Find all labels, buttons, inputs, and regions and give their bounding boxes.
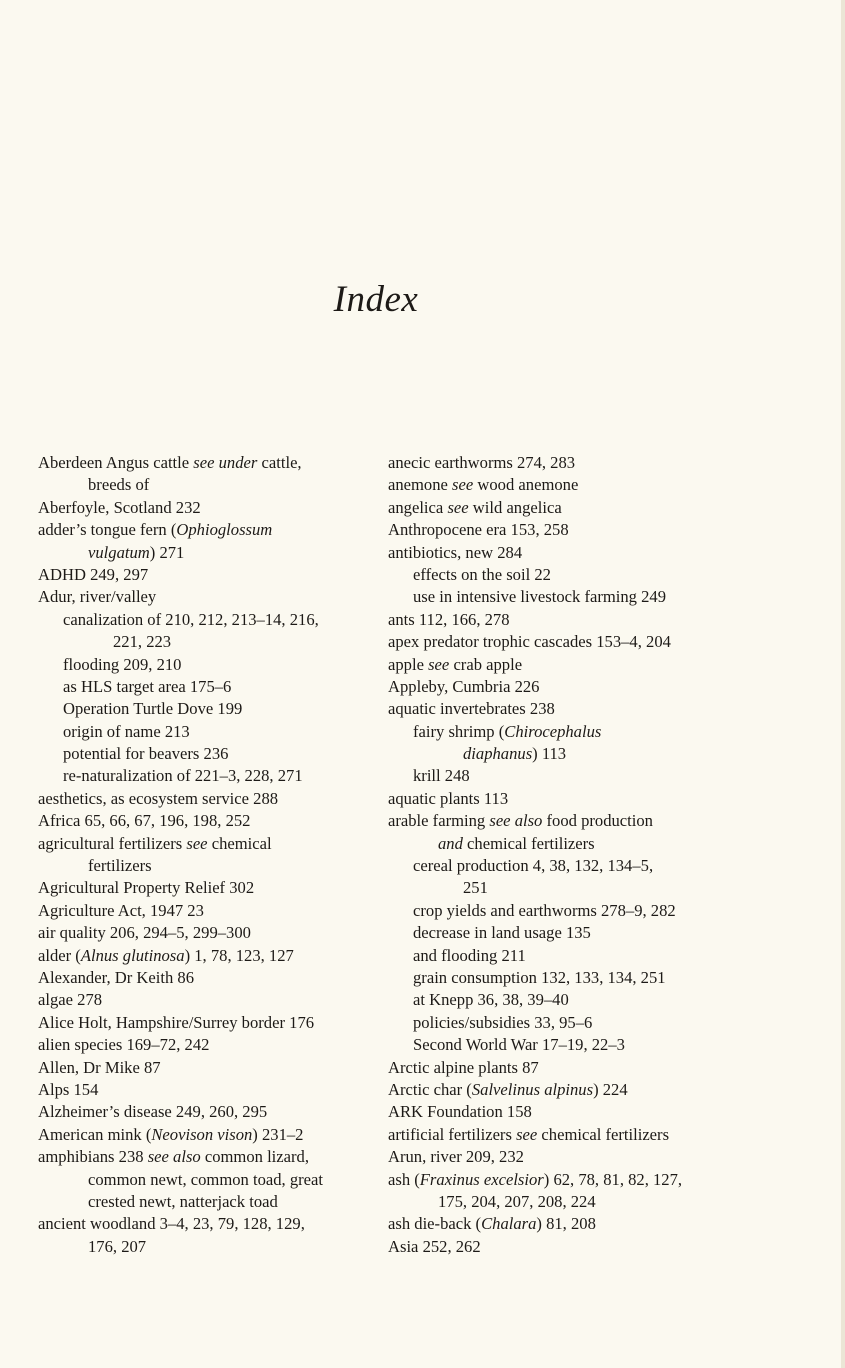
index-line bbox=[38, 765, 374, 787]
index-text: cereal production 4, 38, 132, 134–5, bbox=[413, 856, 654, 876]
index-text: ) 1, 78, 123, 127 bbox=[184, 945, 294, 965]
index-text: artificial fertilizers bbox=[388, 1124, 517, 1144]
index-line bbox=[38, 1169, 374, 1191]
index-line bbox=[38, 542, 374, 564]
index-line bbox=[388, 1124, 718, 1146]
index-line bbox=[388, 1146, 718, 1168]
index-line bbox=[388, 1057, 718, 1079]
index-text: American mink ( bbox=[38, 1124, 152, 1144]
index-line bbox=[388, 609, 718, 631]
index-text: adder’s tongue fern ( bbox=[38, 520, 177, 540]
index-line bbox=[388, 1191, 718, 1213]
index-line bbox=[388, 788, 718, 810]
index-line bbox=[38, 810, 374, 832]
index-text: Ophioglossum bbox=[176, 520, 273, 540]
index-line bbox=[38, 519, 374, 541]
index-line bbox=[38, 922, 374, 944]
index-text: flooding 209, 210 bbox=[63, 654, 182, 674]
index-line bbox=[388, 1079, 718, 1101]
index-line bbox=[388, 654, 718, 676]
index-text: krill 248 bbox=[413, 766, 470, 786]
index-text: apex predator trophic cascades 153–4, 204 bbox=[388, 632, 671, 652]
index-line bbox=[38, 609, 374, 631]
index-text: as HLS target area 175–6 bbox=[63, 676, 232, 696]
index-text: Aberfoyle, Scotland 232 bbox=[38, 497, 201, 517]
index-text: potential for beavers 236 bbox=[63, 744, 229, 764]
index-text: policies/subsidies 33, 95–6 bbox=[413, 1012, 593, 1032]
index-text: and bbox=[438, 833, 463, 853]
index-line bbox=[38, 721, 374, 743]
index-text: chemical bbox=[207, 833, 272, 853]
index-text: diaphanus bbox=[463, 744, 533, 764]
index-text: amphibians 238 bbox=[38, 1147, 148, 1167]
index-line bbox=[38, 497, 374, 519]
index-line bbox=[38, 1079, 374, 1101]
index-text: Allen, Dr Mike 87 bbox=[38, 1057, 161, 1077]
index-text: Agricultural Property Relief 302 bbox=[38, 878, 255, 898]
index-line bbox=[38, 452, 374, 474]
index-text: Agriculture Act, 1947 23 bbox=[38, 900, 204, 920]
index-text: angelica bbox=[388, 497, 448, 517]
index-text: and flooding 211 bbox=[413, 945, 526, 965]
index-text: 176, 207 bbox=[88, 1236, 147, 1256]
index-line bbox=[388, 855, 718, 877]
index-line bbox=[38, 586, 374, 608]
index-column-right bbox=[388, 452, 718, 1258]
index-text: at Knepp 36, 38, 39–40 bbox=[413, 990, 569, 1010]
index-text: ARK Foundation 158 bbox=[388, 1102, 532, 1122]
index-text: crested newt, natterjack toad bbox=[88, 1191, 278, 1211]
index-text: Fraxinus excelsior bbox=[419, 1169, 544, 1189]
index-text: see bbox=[447, 497, 469, 517]
index-text: Alps 154 bbox=[38, 1079, 99, 1099]
index-line bbox=[38, 1057, 374, 1079]
index-text: decrease in land usage 135 bbox=[413, 923, 591, 943]
index-line bbox=[38, 676, 374, 698]
index-line bbox=[38, 1034, 374, 1056]
index-line bbox=[388, 900, 718, 922]
index-text: Asia 252, 262 bbox=[388, 1236, 481, 1256]
index-line bbox=[38, 788, 374, 810]
index-text: algae 278 bbox=[38, 990, 103, 1010]
index-text: Second World War 17–19, 22–3 bbox=[413, 1035, 625, 1055]
index-text: see bbox=[452, 475, 474, 495]
index-text: see bbox=[186, 833, 208, 853]
index-line bbox=[388, 497, 718, 519]
index-text: fairy shrimp ( bbox=[413, 721, 505, 741]
index-text: anecic earthworms 274, 283 bbox=[388, 453, 576, 472]
index-text: common lizard, bbox=[200, 1147, 309, 1167]
index-text: Arctic alpine plants 87 bbox=[388, 1057, 539, 1077]
index-text: arable farming bbox=[388, 811, 490, 831]
index-line bbox=[38, 1101, 374, 1123]
index-line bbox=[38, 967, 374, 989]
index-text: Salvelinus alpinus bbox=[471, 1079, 594, 1099]
index-line bbox=[38, 1146, 374, 1168]
index-text: alien species 169–72, 242 bbox=[38, 1035, 210, 1055]
index-text: ash ( bbox=[388, 1169, 420, 1189]
index-text: canalization of 210, 212, 213–14, 216, bbox=[63, 609, 319, 629]
index-text: air quality 206, 294–5, 299–300 bbox=[38, 923, 251, 943]
index-text: 221, 223 bbox=[113, 632, 172, 652]
index-text: Chalara bbox=[481, 1214, 537, 1234]
index-text: Neovison vison bbox=[151, 1124, 253, 1144]
index-line bbox=[388, 833, 718, 855]
index-line bbox=[38, 654, 374, 676]
index-line bbox=[388, 765, 718, 787]
index-text: Alice Holt, Hampshire/Surrey border 176 bbox=[38, 1012, 315, 1032]
index-line bbox=[38, 855, 374, 877]
index-text: Arctic char ( bbox=[388, 1079, 472, 1099]
index-text: Arun, river 209, 232 bbox=[388, 1147, 524, 1167]
index-text: chemical fertilizers bbox=[462, 833, 595, 853]
index-text: ants 112, 166, 278 bbox=[388, 609, 510, 629]
index-line bbox=[388, 1236, 718, 1258]
index-text: apple bbox=[388, 654, 429, 674]
index-text: crab apple bbox=[449, 654, 523, 674]
index-line bbox=[388, 967, 718, 989]
index-text: agricultural fertilizers bbox=[38, 833, 187, 853]
index-text: common newt, common toad, great bbox=[88, 1169, 324, 1189]
index-text: ) 231–2 bbox=[252, 1124, 304, 1144]
index-line bbox=[38, 833, 374, 855]
index-text: vulgatum bbox=[88, 542, 150, 562]
index-text: Africa 65, 66, 67, 196, 198, 252 bbox=[38, 811, 251, 831]
index-text: grain consumption 132, 133, 134, 251 bbox=[413, 967, 666, 987]
index-line bbox=[38, 474, 374, 496]
index-text: anemone bbox=[388, 475, 453, 495]
index-line bbox=[38, 698, 374, 720]
index-text: see also bbox=[489, 811, 543, 831]
index-text: Operation Turtle Dove 199 bbox=[63, 699, 243, 719]
index-text: aquatic invertebrates 238 bbox=[388, 699, 555, 719]
index-text: wild angelica bbox=[468, 497, 562, 517]
index-line bbox=[38, 900, 374, 922]
index-text: antibiotics, new 284 bbox=[388, 542, 523, 562]
index-line bbox=[388, 698, 718, 720]
index-line bbox=[38, 743, 374, 765]
index-text: ) 81, 208 bbox=[536, 1214, 596, 1234]
index-text: Alzheimer’s disease 249, 260, 295 bbox=[38, 1102, 268, 1122]
index-line bbox=[388, 1169, 718, 1191]
index-text: breeds of bbox=[88, 475, 150, 495]
index-line bbox=[388, 542, 718, 564]
index-text: ancient woodland 3–4, 23, 79, 128, 129, bbox=[38, 1214, 305, 1234]
index-line bbox=[388, 1101, 718, 1123]
index-line bbox=[38, 1213, 374, 1235]
index-text: see bbox=[516, 1124, 538, 1144]
index-line bbox=[388, 564, 718, 586]
index-line bbox=[38, 1236, 374, 1258]
index-line bbox=[388, 945, 718, 967]
index-text: food production bbox=[542, 811, 653, 831]
index-text: Alnus glutinosa bbox=[80, 945, 185, 965]
index-text: ash die-back ( bbox=[388, 1214, 482, 1234]
index-text: ADHD 249, 297 bbox=[38, 564, 149, 584]
index-text: origin of name 213 bbox=[63, 721, 190, 741]
index-line bbox=[388, 922, 718, 944]
index-text: crop yields and earthworms 278–9, 282 bbox=[413, 900, 676, 920]
index-line bbox=[38, 989, 374, 1011]
index-text: 175, 204, 207, 208, 224 bbox=[438, 1191, 596, 1211]
index-line bbox=[38, 945, 374, 967]
index-line bbox=[38, 631, 374, 653]
index-line bbox=[38, 877, 374, 899]
index-text: Chirocephalus bbox=[504, 721, 602, 741]
index-text: ) 224 bbox=[593, 1079, 628, 1099]
index-text: Anthropocene era 153, 258 bbox=[388, 520, 569, 540]
index-line bbox=[388, 743, 718, 765]
index-text: aquatic plants 113 bbox=[388, 788, 509, 808]
index-line bbox=[388, 877, 718, 899]
index-text: effects on the soil 22 bbox=[413, 564, 551, 584]
index-text: see also bbox=[147, 1147, 201, 1167]
index-line bbox=[388, 452, 718, 474]
index-text: Adur, river/valley bbox=[38, 587, 157, 607]
index-text: aesthetics, as ecosystem service 288 bbox=[38, 788, 279, 808]
index-line bbox=[388, 989, 718, 1011]
index-text: see under bbox=[193, 453, 258, 472]
index-line bbox=[38, 1191, 374, 1213]
index-text: ) 62, 78, 81, 82, 127, bbox=[543, 1169, 683, 1189]
index-line bbox=[388, 721, 718, 743]
index-line bbox=[388, 474, 718, 496]
index-text: fertilizers bbox=[88, 856, 152, 876]
index-line bbox=[388, 810, 718, 832]
index-text: Aberdeen Angus cattle bbox=[38, 453, 194, 472]
index-text: ) 113 bbox=[532, 744, 567, 764]
index-line bbox=[388, 519, 718, 541]
index-text: wood anemone bbox=[473, 475, 579, 495]
index-text: see bbox=[428, 654, 450, 674]
index-text: 251 bbox=[463, 878, 488, 898]
index-text: ) 271 bbox=[149, 542, 185, 562]
index-text: Alexander, Dr Keith 86 bbox=[38, 967, 195, 987]
index-line bbox=[388, 1213, 718, 1235]
index-column-left bbox=[38, 452, 374, 1258]
index-line bbox=[388, 1012, 718, 1034]
index-line bbox=[38, 1124, 374, 1146]
index-text: chemical fertilizers bbox=[537, 1124, 670, 1144]
index-line bbox=[388, 1034, 718, 1056]
index-line bbox=[388, 631, 718, 653]
index-line bbox=[388, 586, 718, 608]
index-text: use in intensive livestock farming 249 bbox=[413, 587, 667, 607]
index-line bbox=[388, 676, 718, 698]
index-line bbox=[38, 1012, 374, 1034]
index-text: cattle, bbox=[257, 453, 302, 472]
index-text: re-naturalization of 221–3, 228, 271 bbox=[63, 766, 303, 786]
index-text: Appleby, Cumbria 226 bbox=[388, 676, 540, 696]
index-text: alder ( bbox=[38, 945, 81, 965]
index-line bbox=[38, 564, 374, 586]
page-edge bbox=[841, 0, 845, 1368]
page-title: Index bbox=[333, 279, 419, 320]
